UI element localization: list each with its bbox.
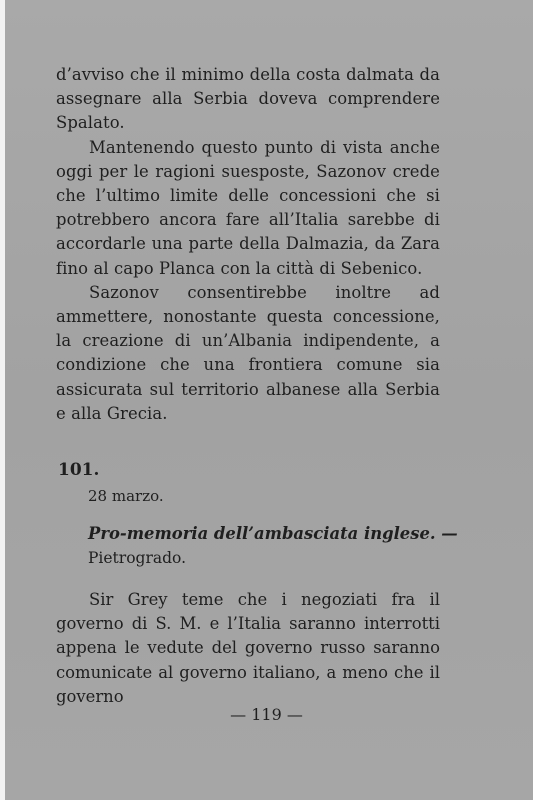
document-number: 101.	[58, 460, 100, 480]
document-date: 28 marzo.	[88, 487, 164, 505]
main-text	[56, 63, 440, 426]
document-place: Pietrogrado.	[88, 549, 187, 567]
page-number: — 119 —	[230, 705, 303, 724]
paragraph: Sazonov consentirebbe inoltre ad ammettere, nonostante questa concessione, la creazione di un’Albania indipendente, a condizione che una frontiera comune sia assicurata sul territorio albanese alla Serbia e alla Grecia.	[56, 282, 440, 423]
paragraph-continuation: d’avviso che il minimo della costa dalmata da assegnare alla Serbia doveva comprendere Spalato.	[56, 65, 440, 133]
paragraph: Sir Grey teme che i negoziati fra il governo di S. M. e l’Italia saranno interrotti appena le vedute del governo russo saranno comunicate al governo italiano, a meno che il governo	[56, 590, 440, 706]
document-heading: Pro-memoria dell’ambasciata inglese. —	[88, 524, 458, 543]
paragraph: Mantenendo questo punto di vista anche oggi per le ragioni suesposte, Sazonov crede che l’ultimo limite delle concessioni che si potrebbero ancora fare all’Italia sarebbe di accordarle una parte della Dalmazia, da Zara fino al capo Planca con la città di Sebenico.	[56, 137, 440, 278]
document-body	[56, 588, 440, 709]
page-edge	[0, 0, 5, 800]
